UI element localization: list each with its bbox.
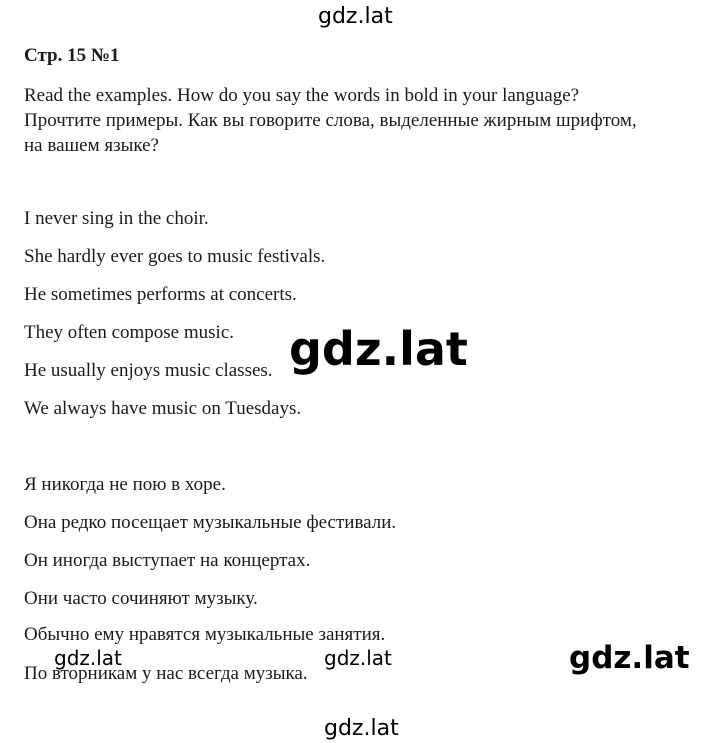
russian-sentence: Я никогда не пою в хоре. (24, 474, 226, 495)
instruction-russian-line-1: Прочтите примеры. Как вы говорите слова, выделенные жирным шрифтом, (24, 110, 637, 131)
watermark-bottom: gdz.lat (324, 716, 399, 741)
russian-sentence: Она редко посещает музыкальные фестивали. (24, 512, 397, 533)
english-sentence: We always have music on Tuesdays. (24, 398, 302, 419)
english-sentence: He usually enjoys music classes. (24, 360, 273, 381)
instruction-russian-line-2: на вашем языке? (24, 135, 159, 156)
watermark-bottom-middle: gdz.lat (324, 646, 392, 670)
english-sentence: I never sing in the choir. (24, 208, 209, 229)
english-sentence: He sometimes performs at concerts. (24, 284, 297, 305)
russian-sentence: По вторникам у нас всегда музыка. (24, 663, 308, 684)
instruction-english: Read the examples. How do you say the words in bold in your language? (24, 85, 580, 106)
page-heading: Стр. 15 №1 (24, 45, 120, 66)
english-sentence: They often compose music. (24, 322, 235, 343)
russian-sentence: Он иногда выступает на концертах. (24, 550, 311, 571)
watermark-top: gdz.lat (318, 4, 393, 29)
english-sentence: She hardly ever goes to music festivals. (24, 246, 326, 267)
russian-sentence: Они часто сочиняют музыку. (24, 588, 258, 609)
watermark-bottom-right: gdz.lat (569, 640, 690, 676)
watermark-bottom-left: gdz.lat (54, 646, 122, 670)
russian-sentence: Обычно ему нравятся музыкальные занятия. (24, 624, 386, 645)
watermark-center: gdz.lat (289, 322, 468, 376)
